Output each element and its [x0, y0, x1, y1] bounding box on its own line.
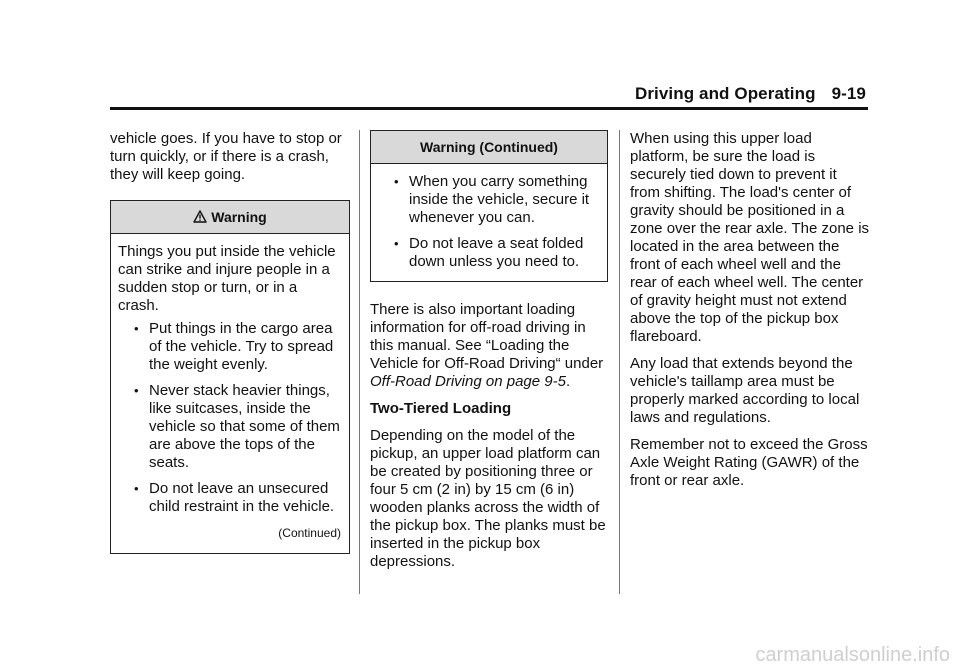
- column-divider: [359, 130, 360, 594]
- warning-bullet: • Put things in the cargo area of the vehicle. Try to spread the weight evenly.: [132, 320, 341, 374]
- subheading: Two-Tiered Loading: [370, 400, 512, 417]
- warning-bullet: • Never stack heavier things, like suitcases, inside the vehicle so that some of them are above the tops of the seats.: [132, 382, 341, 472]
- column-1: [110, 130, 350, 554]
- warning-body: [371, 164, 607, 281]
- warning-triangle-icon: [193, 202, 207, 234]
- off-road-driving-link[interactable]: Off-Road Driving on page 9-5: [370, 373, 566, 390]
- gawr-paragraph: Remember not to exceed the Gross Axle Weight Rating (GAWR) of the front or rear axle.: [630, 436, 868, 489]
- header-rule: [110, 107, 868, 110]
- warning-bullet: • Do not leave a seat folded down unless you need to.: [392, 235, 599, 271]
- intro-paragraph: vehicle goes. If you have to stop or turn quickly, or if there is a crash, they will keep going.: [110, 130, 342, 183]
- page-header: [560, 84, 866, 104]
- two-tiered-paragraph: Depending on the model of the pickup, an upper load platform can be created by positioning three or four 5 cm (2 in) by 15 cm (6 in) wooden planks across the width of the pickup box. The planks must be inserted in the pickup box depressions.: [370, 427, 606, 570]
- warning-bullet: • Do not leave an unsecured child restraint in the vehicle.: [132, 480, 341, 516]
- warning-header: [111, 201, 349, 234]
- loading-info-paragraph: There is also important loading information for off-road driving in this manual. See “Loading the Vehicle for Off-Road Driving“ under Off-Road Driving on page 9-5.: [370, 301, 604, 390]
- continued-note: (Continued): [278, 526, 341, 540]
- warning-box: [110, 200, 350, 554]
- upper-platform-paragraph: When using this upper load platform, be sure the load is securely tied down to prevent it from shifting. The load's center of gravity should be positioned in a zone over the rear axle. The zone is located in the area between the front of each wheel well and the rear of each wheel well. The center of gravity height must not extend above the top of the pickup box flareboard.: [630, 130, 870, 345]
- warning-bullet-list: [118, 320, 341, 516]
- section-title: Driving and Operating: [634, 84, 816, 103]
- load-marking-paragraph: Any load that extends beyond the vehicle's taillamp area must be properly marked according to local laws and regulations.: [630, 355, 860, 426]
- warning-title: Warning: [211, 209, 267, 225]
- column-3: [630, 130, 870, 499]
- watermark: carmanualsonline.info: [755, 644, 950, 666]
- warning-text: Things you put inside the vehicle can strike and injure people in a sudden stop or turn, or in a crash.: [118, 243, 336, 314]
- warning-header: Warning (Continued): [371, 131, 607, 164]
- warning-body: [111, 234, 349, 553]
- column-divider: [619, 130, 620, 594]
- column-2: [370, 130, 608, 580]
- warning-bullet-list: [378, 173, 599, 271]
- page-number: 9-19: [831, 84, 866, 103]
- warning-box-continued: [370, 130, 608, 282]
- warning-bullet: • When you carry something inside the vehicle, secure it whenever you can.: [392, 173, 599, 227]
